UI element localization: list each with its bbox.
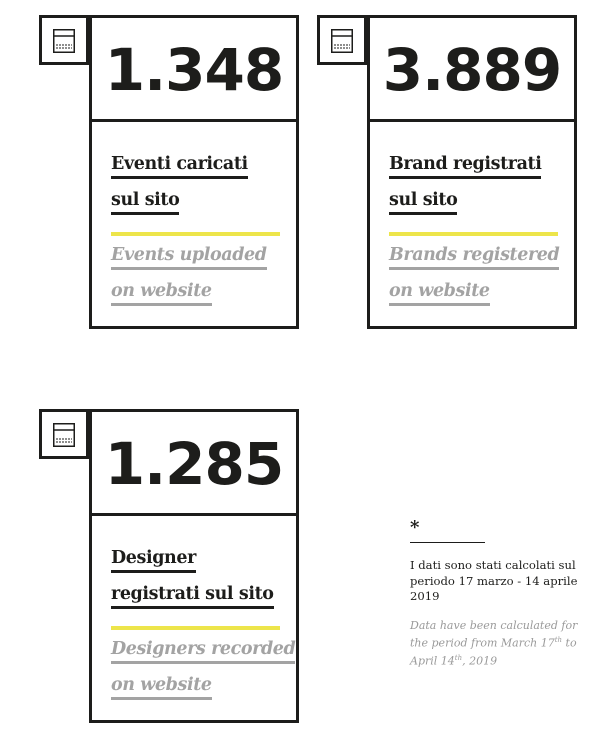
english-title [111, 633, 295, 705]
english-title-line: on website [389, 279, 490, 306]
english-title-line: Brands registered [389, 243, 559, 270]
stat-card-designers [39, 409, 299, 724]
italian-title-line: Designer [111, 546, 196, 573]
english-title-line: Events uploaded [111, 243, 267, 270]
italian-title-line: Brand registrati [389, 152, 541, 179]
footnote-english-superscript: th [554, 636, 563, 644]
stat-text-box [89, 119, 299, 329]
document-icon [317, 15, 367, 65]
footnote-english [410, 619, 590, 670]
yellow-divider [111, 232, 280, 236]
english-title-line: on website [111, 279, 212, 306]
yellow-divider [111, 626, 280, 630]
italian-title [111, 542, 274, 614]
footnote-english-superscript: th [454, 654, 463, 663]
italian-title-line: sul sito [389, 188, 457, 215]
english-title-line: on website [111, 673, 212, 700]
footnote-english-part: to April 14 [410, 636, 577, 668]
footnote-english-part: Data have been calculated for the period from March 17 [410, 618, 578, 650]
footnote-english-part: , 2019 [462, 654, 498, 668]
italian-title-line: registrati sul sito [111, 582, 274, 609]
footnote [410, 517, 590, 669]
document-icon [39, 15, 89, 65]
stat-number: 1.348 [89, 15, 299, 122]
stat-text-box [367, 119, 577, 329]
yellow-divider [389, 232, 558, 236]
stat-number: 3.889 [367, 15, 577, 122]
italian-title [111, 148, 248, 220]
italian-title-line: Eventi caricati [111, 152, 248, 179]
stat-card-events [39, 15, 299, 330]
english-title [111, 239, 267, 311]
english-title-line: Designers recorded [111, 637, 295, 664]
english-title [389, 239, 559, 311]
document-icon [39, 409, 89, 459]
italian-title [389, 148, 541, 220]
footnote-italian: I dati sono stati calcolati sul periodo 17 marzo - 14 aprile 2019 [410, 558, 578, 603]
italian-title-line: sul sito [111, 188, 179, 215]
stat-number: 1.285 [89, 409, 299, 516]
stat-card-brands [317, 15, 577, 330]
stat-text-box [89, 513, 299, 723]
footnote-marker: * [410, 517, 420, 538]
footnote-rule [410, 542, 485, 543]
